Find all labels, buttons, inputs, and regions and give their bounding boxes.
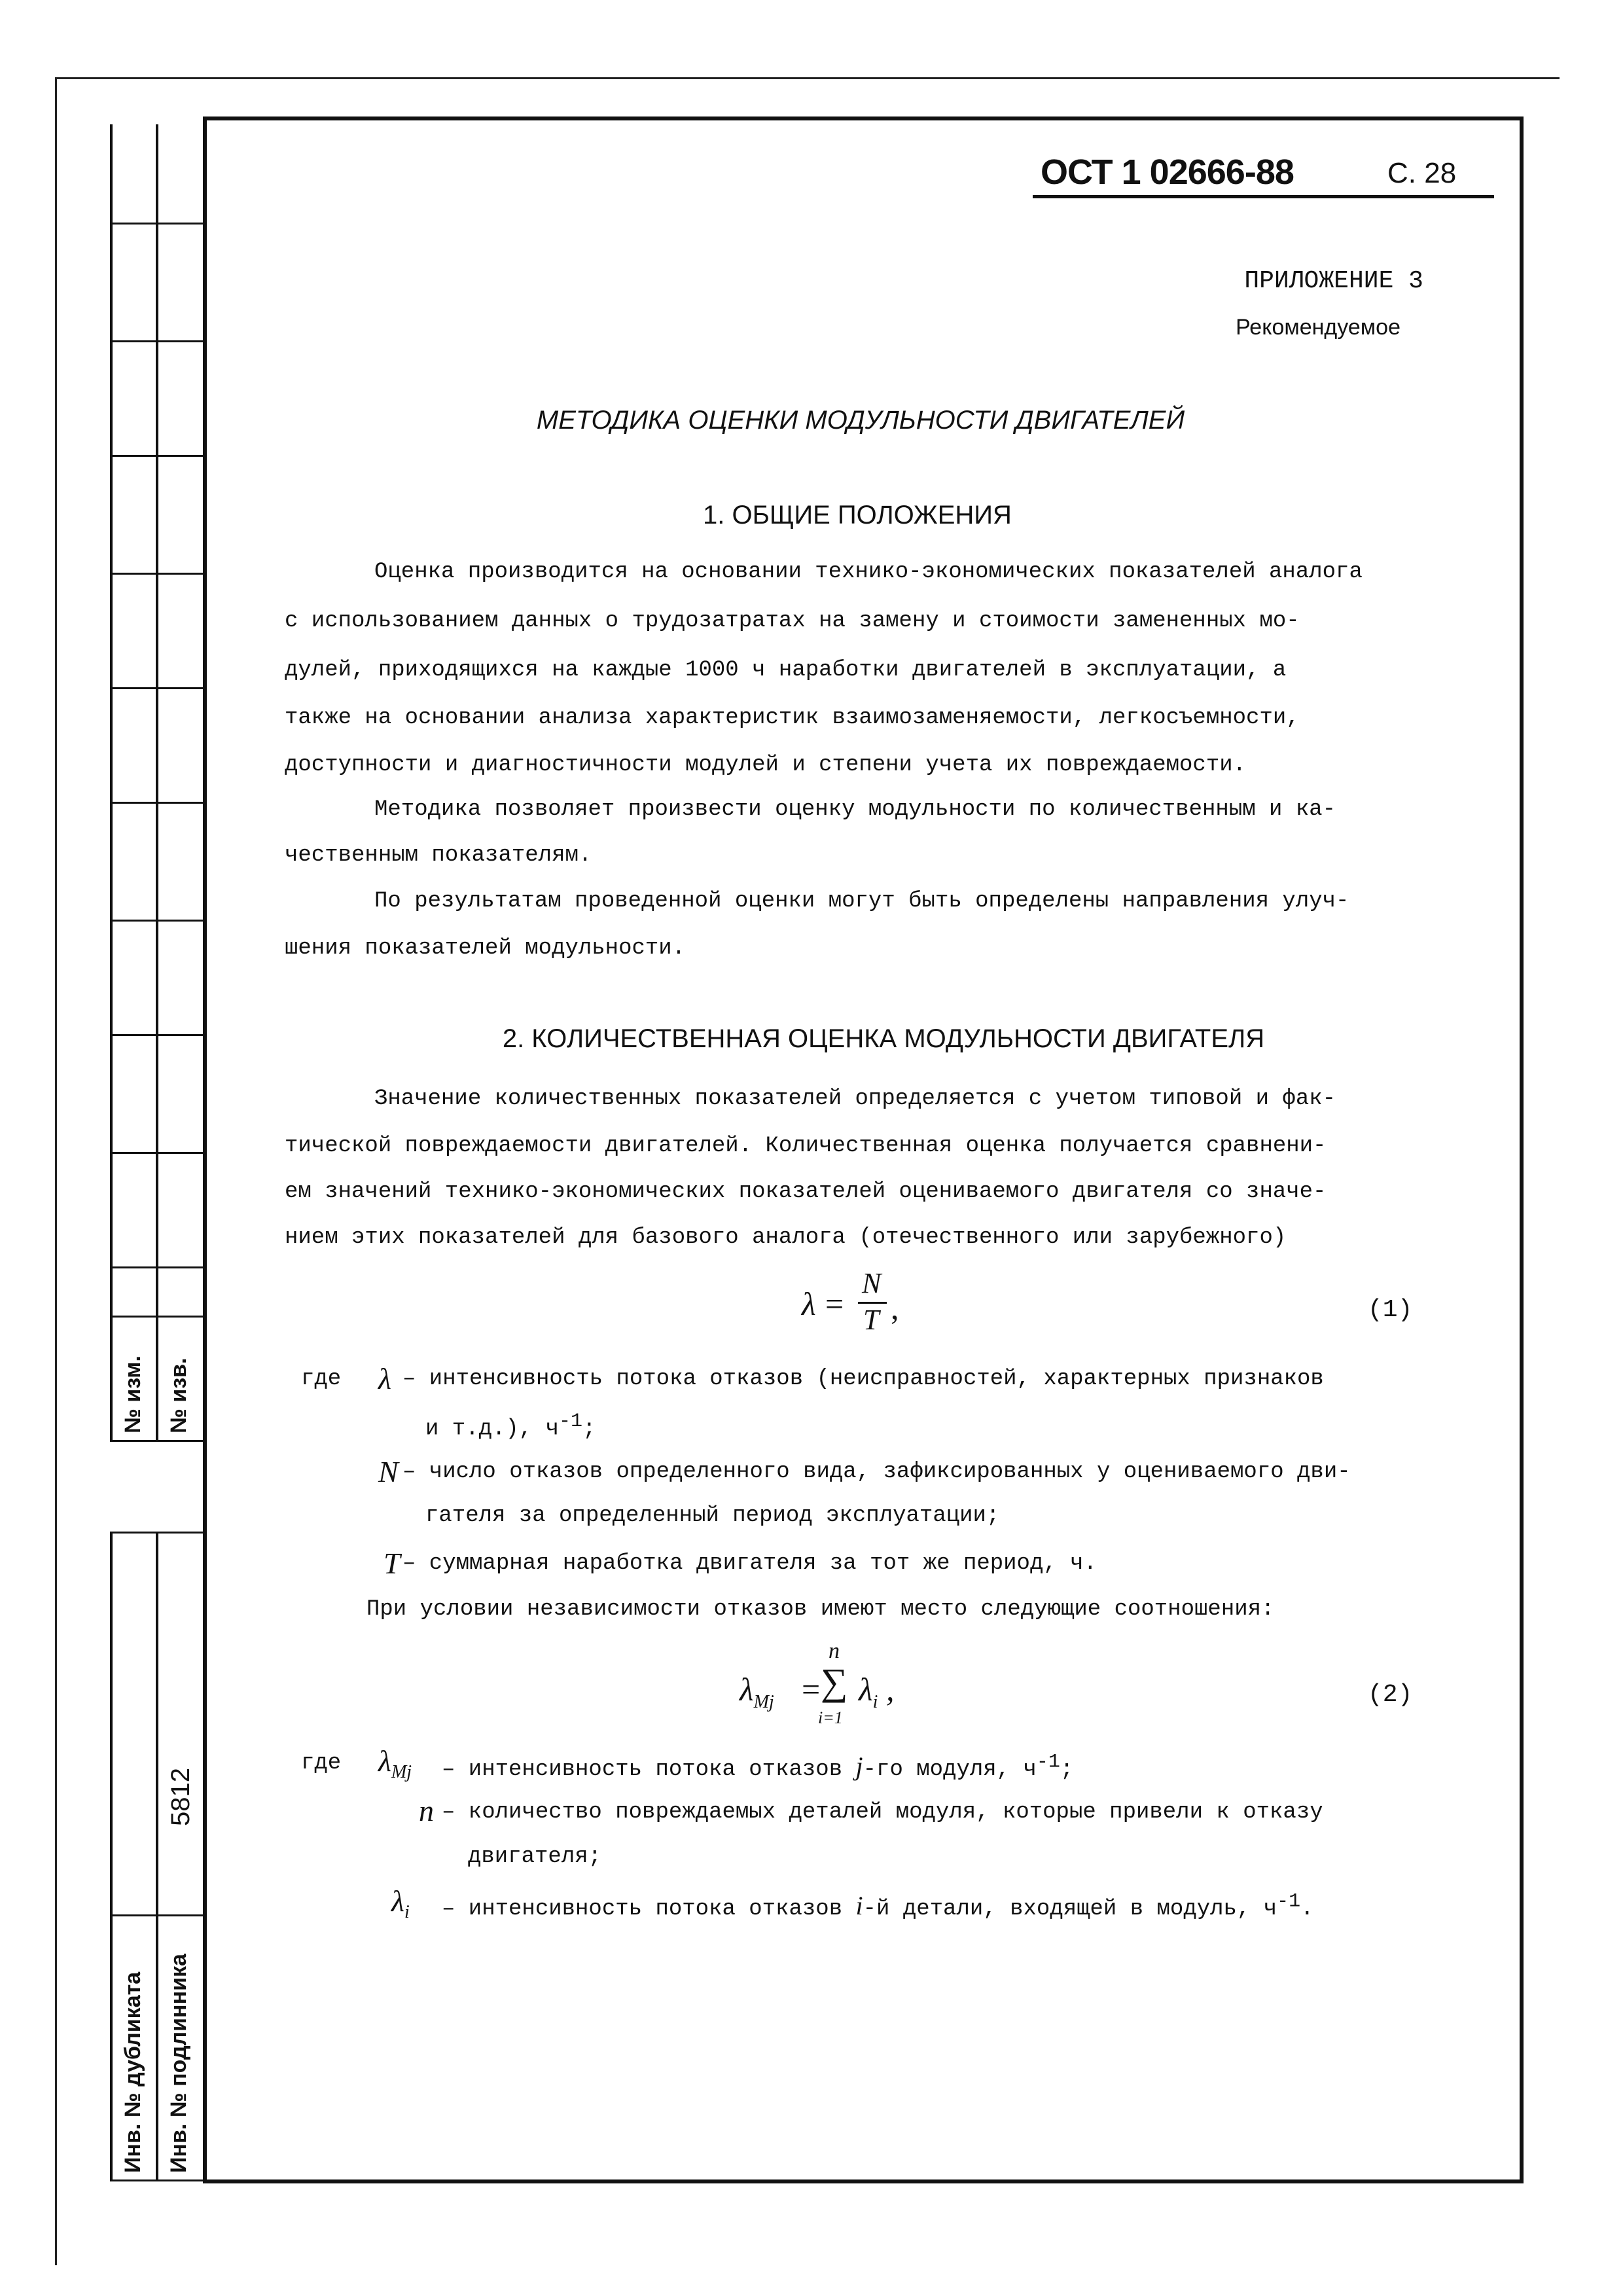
equation-1 xyxy=(802,1266,933,1338)
header-rule xyxy=(1033,195,1494,198)
stamp-podlinnik: Инв. № подлинника xyxy=(166,1954,191,2173)
paragraph-line: Оценка производится на основании технико-экономических показателей аналога xyxy=(374,560,1363,584)
paragraph-line: дулей, приходящихся на каждые 1000 ч наработки двигателей в эксплуатации, а xyxy=(285,658,1287,683)
where-symbol: T xyxy=(383,1547,401,1580)
stamp-number: 5812 xyxy=(166,1768,195,1826)
paragraph-line: По результатам проведенной оценки могут быть определены направления улуч- xyxy=(374,889,1349,914)
condition-line: При условии независимости отказов имеют место следующие соотношения: xyxy=(366,1597,1275,1622)
definition-line: – интенсивность потока отказов (неисправностей, характерных признаков xyxy=(402,1367,1324,1391)
page-number: С. 28 xyxy=(1387,157,1457,189)
paragraph-line: Значение количественных показателей определяется с учетом типовой и фак- xyxy=(374,1086,1336,1111)
eq1-equals: = xyxy=(825,1285,844,1322)
where-symbol: $\lambda_i$ xyxy=(391,1884,410,1923)
paragraph-line: чественным показателям. xyxy=(285,843,592,868)
eq2-sigma: ∑ xyxy=(821,1660,848,1703)
paragraph-line: тической повреждаемости двигателей. Количественная оценка получается сравнени- xyxy=(285,1134,1327,1158)
where-symbol: N xyxy=(378,1455,399,1488)
paragraph-line: доступности и диагностичности модулей и степени учета их повреждаемости. xyxy=(285,753,1247,778)
where-label: где xyxy=(301,1751,342,1776)
definition-line: и т.д.), $ч^{-1}$; xyxy=(425,1410,596,1442)
paragraph-line: Методика позволяет произвести оценку модульности по количественным и ка- xyxy=(374,797,1336,822)
definition-line: двигателя; xyxy=(468,1844,602,1869)
where-symbol: n xyxy=(419,1794,434,1827)
equation-1-number: (1) xyxy=(1368,1296,1413,1324)
paragraph-line: нием этих показателей для базового аналога (отечественного или зарубежного) xyxy=(285,1225,1287,1250)
appendix-title: ПРИЛОЖЕНИЕ 3 xyxy=(1244,267,1423,295)
eq2-lhs: $\lambda_{Mj}$ xyxy=(740,1671,774,1712)
paragraph-line: с использованием данных о трудозатратах на замену и стоимости замененных мо- xyxy=(285,609,1300,634)
eq1-lhs: λ xyxy=(802,1285,816,1322)
where-symbol: λ xyxy=(378,1362,391,1395)
eq2-equals: = xyxy=(802,1671,821,1708)
equation-2 xyxy=(740,1636,936,1741)
stamp-izv: № изв. xyxy=(166,1357,191,1433)
definition-line: гателя за определенный период эксплуатации; xyxy=(425,1503,1000,1528)
section-1-heading: 1. ОБЩИЕ ПОЛОЖЕНИЯ xyxy=(703,501,1012,529)
eq2-sum-bottom: i=1 xyxy=(818,1708,843,1727)
where-label: где xyxy=(301,1367,342,1391)
paragraph-line: ем значений технико-экономических показателей оцениваемого двигателя со значе- xyxy=(285,1179,1327,1204)
eq1-comma: , xyxy=(891,1289,899,1326)
definition-line: – интенсивность потока отказов j-го модуля, $ч^{-1}$; xyxy=(442,1751,1074,1782)
stamp-izm: № изм. xyxy=(120,1355,145,1433)
side-stamp xyxy=(110,124,203,2183)
eq2-sum-top: n xyxy=(829,1639,840,1663)
document-title: МЕТОДИКА ОЦЕНКИ МОДУЛЬНОСТИ ДВИГАТЕЛЕЙ xyxy=(536,406,1185,435)
definition-line: – суммарная наработка двигателя за тот же период, ч. xyxy=(402,1551,1097,1576)
eq1-numerator: N xyxy=(862,1267,882,1299)
eq2-term: $\lambda_i$ , xyxy=(859,1671,895,1712)
paragraph-line: также на основании анализа характеристик взаимозаменяемости, легкосъемности, xyxy=(285,706,1300,730)
definition-line: – интенсивность потока отказов i-й детали, входящей в модуль, $ч^{-1}$. xyxy=(442,1890,1314,1922)
equation-2-number: (2) xyxy=(1368,1681,1413,1709)
appendix-status: Рекомендуемое xyxy=(1236,315,1400,340)
where-symbol: $\lambda_{Mj}$ xyxy=(378,1744,412,1783)
paragraph-line: шения показателей модульности. xyxy=(285,936,686,961)
section-2-heading: 2. КОЛИЧЕСТВЕННАЯ ОЦЕНКА МОДУЛЬНОСТИ ДВИГАТЕЛЯ xyxy=(502,1024,1265,1053)
stamp-dublikat: Инв. № дубликата xyxy=(120,1971,145,2173)
definition-line: – количество повреждаемых деталей модуля, которые привели к отказу xyxy=(442,1800,1323,1825)
document-code: ОСТ 1 02666-88 xyxy=(1041,152,1294,192)
definition-line: – число отказов определенного вида, зафиксированных у оцениваемого дви- xyxy=(402,1460,1351,1484)
eq1-denominator: T xyxy=(863,1304,880,1336)
